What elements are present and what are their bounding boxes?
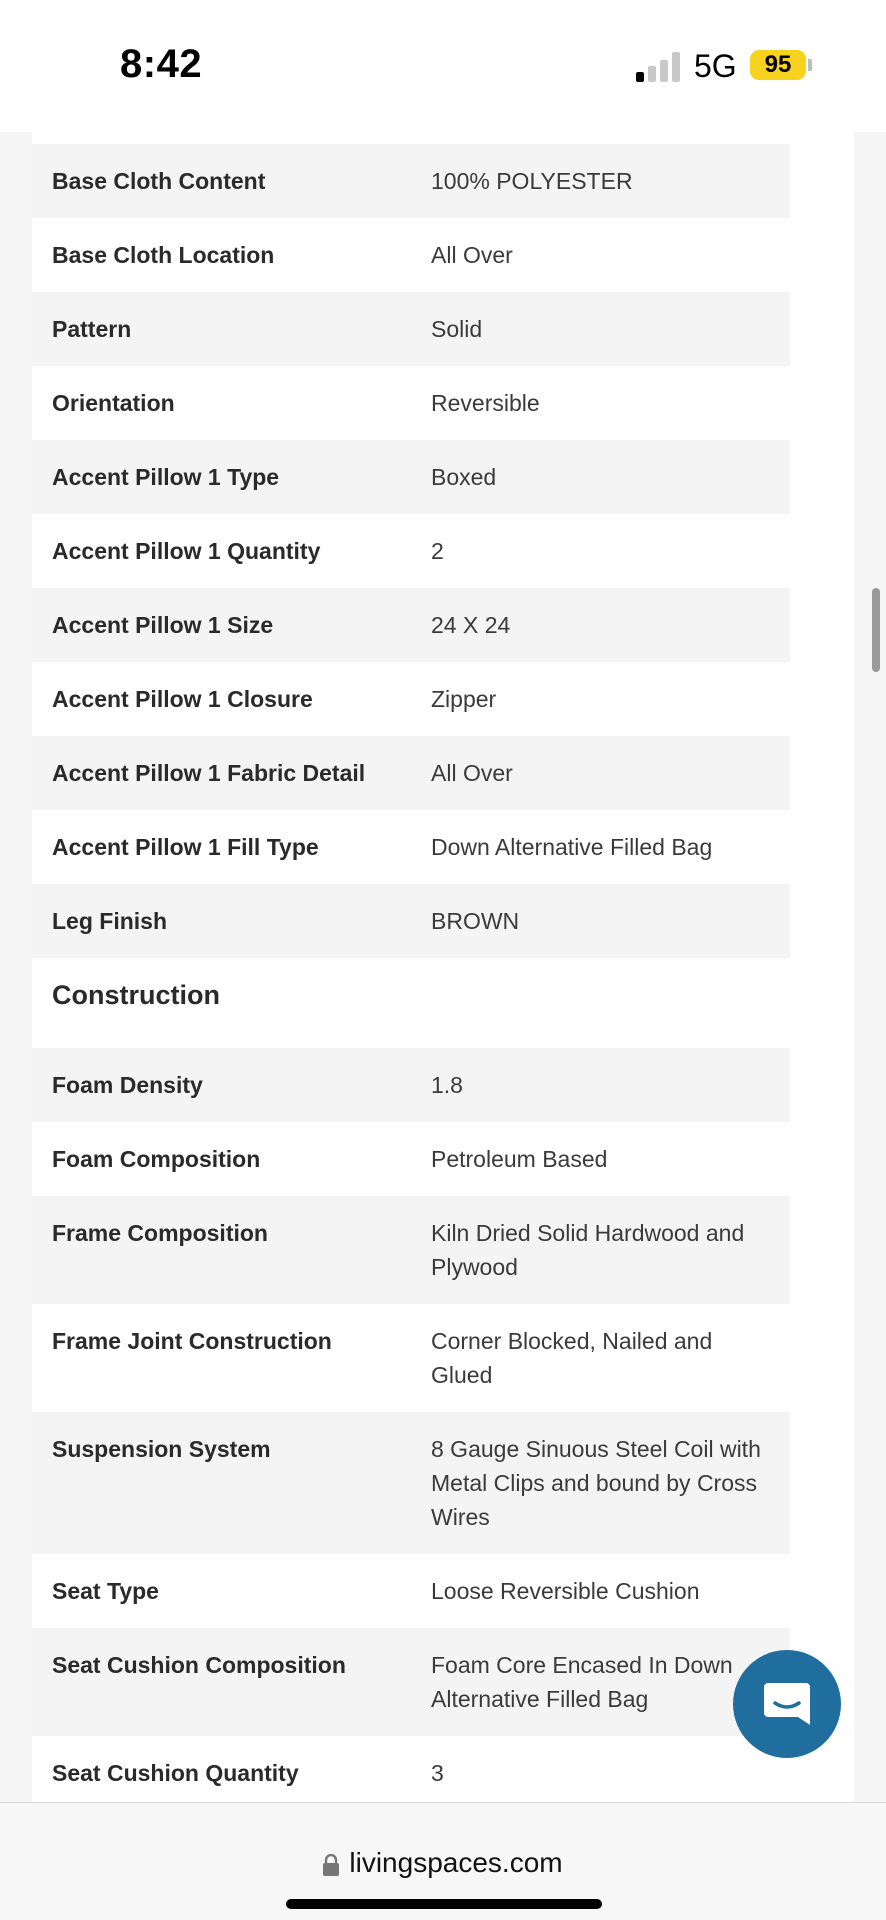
spec-row — [32, 144, 790, 218]
spec-row — [32, 292, 790, 366]
status-time: 8:42 — [120, 42, 203, 86]
spec-row — [32, 662, 790, 736]
spec-label: Accent Pillow 1 Quantity — [52, 538, 321, 564]
chat-bubble-icon — [762, 1679, 812, 1729]
spec-row — [32, 1628, 790, 1736]
spec-row — [32, 884, 790, 958]
battery-indicator: 95 — [750, 50, 806, 80]
construction-table — [32, 1048, 790, 1802]
spec-label: Frame Composition — [52, 1220, 268, 1246]
spec-value: Petroleum Based — [431, 1146, 608, 1172]
spec-value: 8 Gauge Sinuous Steel Coil with Metal Clips and bound by Cross Wires — [431, 1436, 761, 1530]
spec-row — [32, 514, 790, 588]
spec-label: Accent Pillow 1 Fabric Detail — [52, 760, 366, 786]
spec-value: Boxed — [431, 464, 497, 490]
spec-label: Frame Joint Construction — [52, 1328, 332, 1354]
section-title-construction: Construction — [52, 980, 220, 1010]
lock-icon — [323, 1851, 339, 1883]
spec-row — [32, 588, 790, 662]
spec-row — [32, 218, 790, 292]
spec-row — [32, 1048, 790, 1122]
spec-row — [32, 1122, 790, 1196]
spec-value: All Over — [431, 242, 513, 268]
spec-value: 3 — [431, 1760, 444, 1786]
spec-value: 1.8 — [431, 1072, 463, 1098]
spec-row — [32, 440, 790, 514]
spec-value: All Over — [431, 760, 513, 786]
specs-table — [32, 144, 790, 958]
scrollbar-thumb[interactable] — [872, 588, 880, 672]
spec-value: Loose Reversible Cushion — [431, 1578, 700, 1604]
url-text: livingspaces.com — [349, 1847, 563, 1878]
page-content[interactable] — [0, 132, 886, 1802]
spec-value: 100% POLYESTER — [431, 168, 633, 194]
spec-label: Foam Density — [52, 1072, 203, 1098]
spec-label: Seat Cushion Composition — [52, 1652, 346, 1678]
url-display[interactable] — [0, 1847, 886, 1883]
spec-value: BROWN — [431, 908, 520, 934]
spec-label: Foam Composition — [52, 1146, 261, 1172]
spec-row — [32, 1304, 790, 1412]
spec-value: Zipper — [431, 686, 497, 712]
spec-value: Down Alternative Filled Bag — [431, 834, 713, 860]
spec-row — [32, 366, 790, 440]
spec-label: Accent Pillow 1 Size — [52, 612, 274, 638]
chat-button[interactable] — [733, 1650, 841, 1758]
spec-row — [32, 1736, 790, 1802]
browser-address-bar[interactable] — [0, 1802, 886, 1920]
spec-label: Base Cloth Content — [52, 168, 266, 194]
spec-row — [32, 736, 790, 810]
spec-label: Accent Pillow 1 Closure — [52, 686, 313, 712]
spec-label: Leg Finish — [52, 908, 167, 934]
spec-value: Solid — [431, 316, 483, 342]
spec-label: Orientation — [52, 390, 175, 416]
spec-row — [32, 1196, 790, 1304]
status-bar — [0, 0, 886, 132]
spec-value: Kiln Dried Solid Hardwood and Plywood — [431, 1220, 745, 1280]
network-label: 5G — [694, 48, 737, 84]
spec-label: Pattern — [52, 316, 132, 342]
spec-label: Base Cloth Location — [52, 242, 275, 268]
spec-value: Reversible — [431, 390, 540, 416]
spec-label: Seat Cushion Quantity — [52, 1760, 299, 1786]
spec-label: Suspension System — [52, 1436, 271, 1462]
spec-value: 2 — [431, 538, 444, 564]
spec-label: Seat Type — [52, 1578, 159, 1604]
home-indicator[interactable] — [286, 1899, 602, 1909]
spec-value: 24 X 24 — [431, 612, 511, 638]
spec-label: Accent Pillow 1 Type — [52, 464, 280, 490]
spec-row — [32, 1554, 790, 1628]
spec-label: Accent Pillow 1 Fill Type — [52, 834, 319, 860]
signal-icon — [636, 50, 680, 82]
battery-tip — [808, 59, 812, 71]
spec-row — [32, 1412, 790, 1554]
spec-value: Foam Core Encased In Down Alternative Filled Bag — [431, 1652, 733, 1712]
spec-row — [32, 810, 790, 884]
spec-value: Corner Blocked, Nailed and Glued — [431, 1328, 713, 1388]
